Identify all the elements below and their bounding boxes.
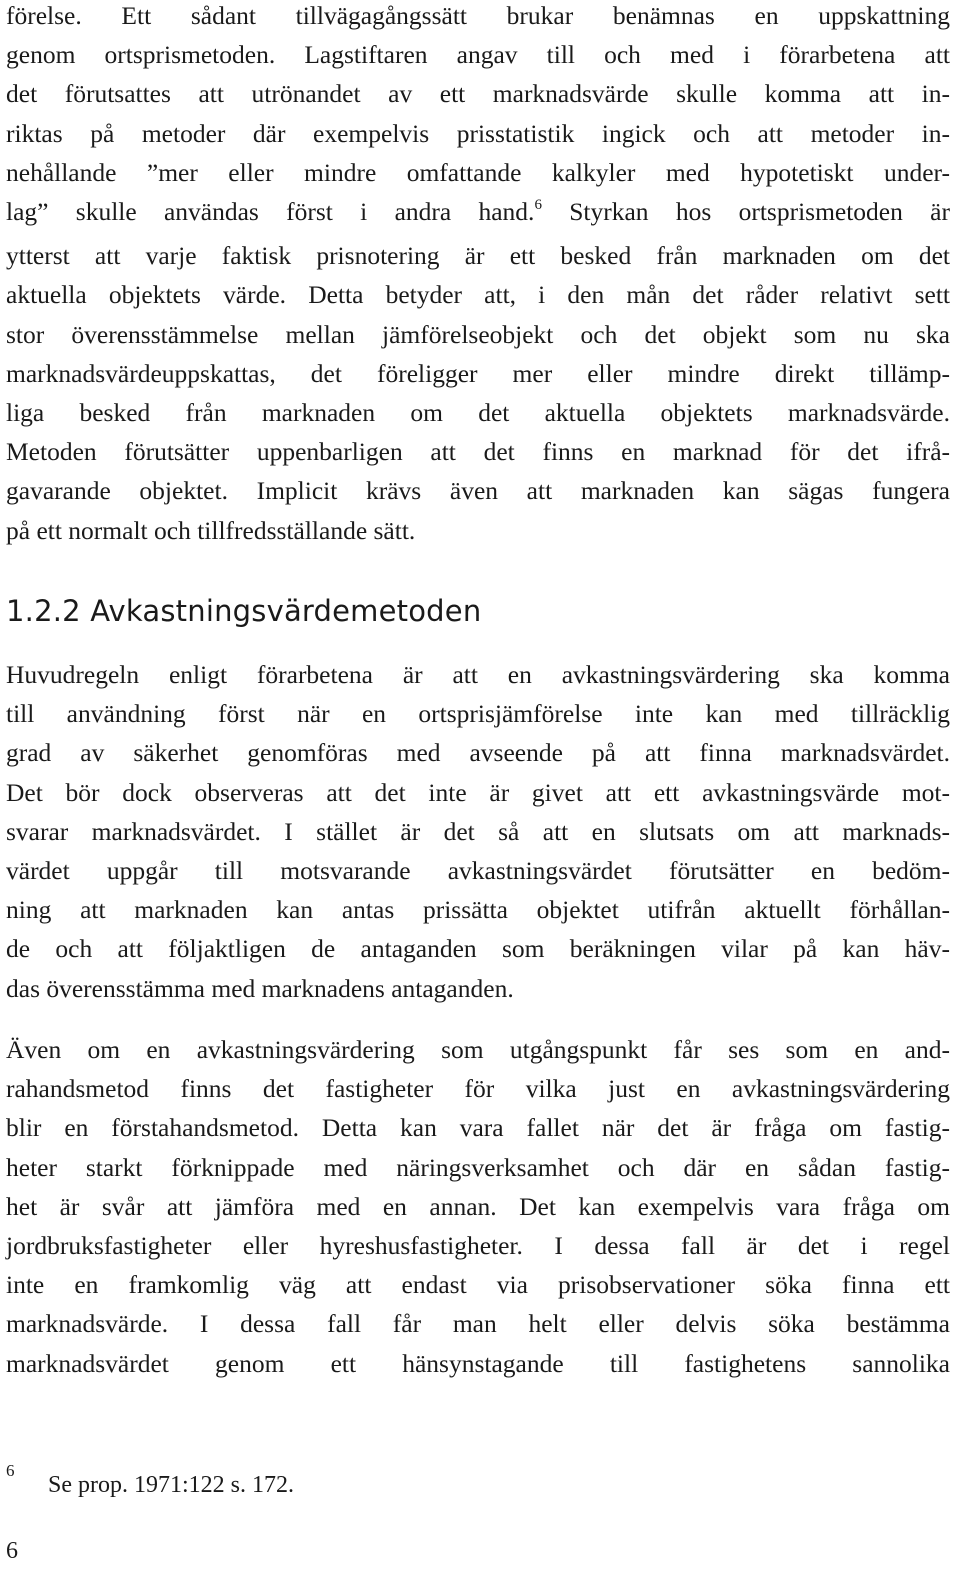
paragraph-huvudregeln — [6, 655, 950, 1008]
text-fragment: lag” skulle användas först i andra hand. — [6, 197, 535, 227]
text-line: marknadsvärde. I dessa fall får man helt eller delvis söka bestämma — [6, 1309, 950, 1339]
text-line: jordbruksfastigheter eller hyreshusfastigheter. I dessa fall är det i regel — [6, 1231, 950, 1261]
text-line: genom ortsprismetoden. Lagstiftaren angav till och med i förarbetena att — [6, 40, 950, 70]
section-heading: 1.2.2 Avkastningsvärdemetoden — [6, 594, 482, 628]
text-line: aktuella objektets värde. Detta betyder att, i den mån det råder relativt sett — [6, 280, 950, 310]
text-line: stor överensstämmelse mellan jämförelseobjekt och det objekt som nu ska — [6, 319, 950, 349]
text-line: gavarande objektet. Implicit krävs även att marknaden kan sägas fungera — [6, 476, 950, 506]
paragraph-ortsprismetoden — [6, 0, 950, 550]
text-line: liga besked från marknaden om det aktuella objektets marknadsvärde. — [6, 398, 950, 428]
text-line: blir en förstahandsmetod. Detta kan vara fallet när det är fråga om fastig- — [6, 1113, 950, 1143]
text-line: Det bör dock observeras att det inte är givet att ett avkastningsvärde mot- — [6, 777, 950, 807]
footnote-number: 6 — [6, 1461, 15, 1480]
text-line: de och att följaktligen de antaganden som beräkningen vilar på kan häv- — [6, 934, 950, 964]
text-line: ning att marknaden kan antas prissätta objektet utifrån aktuellt förhållan- — [6, 895, 950, 925]
text-line: grad av säkerhet genomföras med avseende på att finna marknadsvärdet. — [6, 738, 950, 768]
text-line: inte en framkomlig väg att endast via prisobservationer söka finna ett — [6, 1270, 950, 1300]
text-line: Metoden förutsätter uppenbarligen att det finns en marknad för det ifrå- — [6, 437, 950, 467]
text-line: på ett normalt och tillfredsställande sätt. — [6, 515, 416, 545]
text-line: riktas på metoder där exempelvis prisstatistik ingick och att metoder in- — [6, 118, 950, 148]
text-line: värdet uppgår till motsvarande avkastningsvärdet förutsätter en bedöm- — [6, 856, 950, 886]
text-line: het är svår att jämföra med en annan. Det kan exempelvis vara fråga om — [6, 1191, 950, 1221]
text-line: rahandsmetod finns det fastigheter för vilka just en avkastningsvärdering — [6, 1074, 950, 1104]
footnote-reference: 6 — [534, 197, 542, 214]
text-line: det förutsattes att utrönandet av ett marknadsvärde skulle komma att in- — [6, 79, 950, 109]
text-line: das överensstämma med marknadens antaganden. — [6, 973, 514, 1003]
footnote-text: Se prop. 1971:122 s. 172. — [48, 1472, 294, 1498]
text-line: marknadsvärdet genom ett hänsynstagande till fastighetens sannolika — [6, 1348, 950, 1378]
text-line-with-footnote-ref — [6, 192, 950, 236]
text-line: förelse. Ett sådant tillvägagångssätt brukar benämnas en uppskattning — [6, 1, 950, 30]
text-line: Huvudregeln enligt förarbetena är att en avkastningsvärdering ska komma — [6, 660, 950, 689]
text-line: Även om en avkastningsvärdering som utgångspunkt får ses som en and- — [6, 1035, 950, 1064]
text-line: svarar marknadsvärdet. I stället är det så att en slutsats om att marknads- — [6, 816, 950, 846]
paragraph-forstahandsmetod — [6, 1030, 950, 1383]
text-line: nehållande ”mer eller mindre omfattande kalkyler med hypotetiskt under- — [6, 157, 950, 187]
text-line: heter starkt förknippade med näringsverksamhet och där en sådan fastig- — [6, 1152, 950, 1182]
text-line: till användning först när en ortsprisjämförelse inte kan med tillräcklig — [6, 699, 950, 729]
page-number: 6 — [6, 1538, 18, 1564]
text-line: ytterst att varje faktisk prisnotering är ett besked från marknaden om det — [6, 241, 950, 271]
text-fragment: Styrkan hos ortsprismetoden är — [541, 197, 950, 227]
text-line: marknadsvärdeuppskattas, det föreligger mer eller mindre direkt tillämp- — [6, 358, 950, 388]
